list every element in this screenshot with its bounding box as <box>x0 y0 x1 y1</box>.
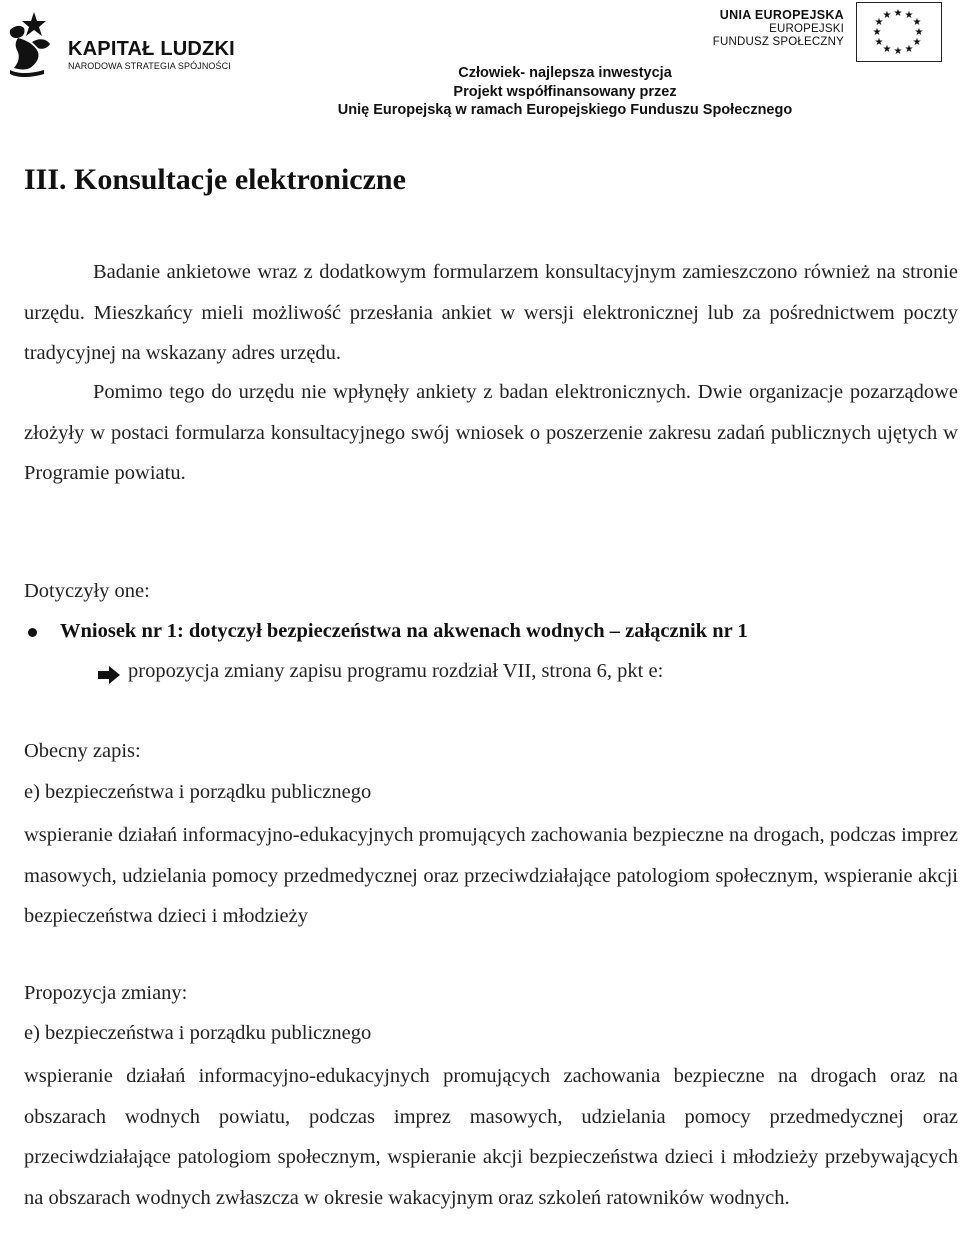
eu-label <box>713 8 844 48</box>
svg-text:★: ★ <box>882 10 892 21</box>
concerned-label: Dotyczyły one: <box>24 580 150 602</box>
svg-text:★: ★ <box>872 27 882 38</box>
kapital-ludzki-subtitle: NARODOWA STRATEGIA SPÓJNOŚCI <box>68 61 231 71</box>
current-entry-label: Obecny zapis: <box>24 740 141 762</box>
svg-text:★: ★ <box>914 27 924 38</box>
section-heading: III. Konsultacje elektroniczne <box>24 163 406 196</box>
arrow-right-icon <box>96 664 122 686</box>
svg-text:★: ★ <box>904 10 914 21</box>
svg-text:★: ★ <box>882 44 892 55</box>
proposal-label: Propozycja zmiany: <box>24 982 188 1004</box>
paragraph-result: Pomimo tego do urzędu nie wpłynęły ankiety z badan elektronicznych. Dwie organizacje pozarządowe złożyły w postaci formularza konsultacyjnego swój wniosek o poszerzenie zakresu zadań publicznych ujętych w Programie powiatu. <box>24 381 958 484</box>
svg-text:★: ★ <box>874 17 884 28</box>
svg-text:★: ★ <box>912 37 922 48</box>
svg-text:★: ★ <box>904 44 914 55</box>
proposal-text: wspieranie działań informacyjno-edukacyjnych promujących zachowania bezpieczne na drogach oraz na obszarach wodnych powiatu, podczas imprez masowych, udzielania pomocy przedmedycznej oraz przeciwdziałające patologiom społecznym, wspieranie akcji bezpieczeństwa dzieci i młodzieży przebywających na obszarach wodnych zwłaszcza w okresie wakacyjnym oraz szkoleń ratowników wodnych. <box>24 1065 958 1209</box>
eu-label-line3: FUNDUSZ SPOŁECZNY <box>712 36 844 48</box>
svg-text:★: ★ <box>893 8 903 19</box>
svg-text:★: ★ <box>912 17 922 28</box>
project-header <box>0 64 960 120</box>
project-header-line3: Unię Europejską w ramach Europejskiego Funduszu Społecznego <box>337 102 793 118</box>
current-entry-item: e) bezpieczeństwa i porządku publicznego <box>24 781 372 803</box>
kapital-ludzki-title: KAPITAŁ LUDZKI <box>68 38 235 60</box>
paragraph-intro: Badanie ankietowe wraz z dodatkowym formularzem konsultacyjnym zamieszczono również na stronie urzędu. Mieszkańcy mieli możliwość przesłania ankiet w wersji elektronicznej lub za pośrednictwem poczty tradycyjnej na wskazany adres urzędu. <box>24 261 958 364</box>
eu-label-line1: UNIA EUROPEJSKA <box>719 8 844 22</box>
eu-label-line2: EUROPEJSKI <box>769 23 844 35</box>
project-header-line2: Projekt współfinansowany przez <box>453 83 677 100</box>
bullet-dot-icon <box>28 628 37 637</box>
request-bullet: Wniosek nr 1: dotyczył bezpieczeństwa na akwenach wodnych – załącznik nr 1 <box>60 620 748 642</box>
current-entry-text: wspieranie działań informacyjno-edukacyjnych promujących zachowania bezpieczne na drogach, podczas imprez masowych, udzielania pomocy przedmedycznej oraz przeciwdziałające patologiom społecznym, wspieranie akcji bezpieczeństwa dzieci i młodzieży <box>24 824 958 927</box>
change-proposal-item: propozycja zmiany zapisu programu rozdział VII, strona 6, pkt e: <box>128 660 664 682</box>
proposal-item: e) bezpieczeństwa i porządku publicznego <box>24 1022 372 1044</box>
svg-text:★: ★ <box>893 46 903 57</box>
eu-flag-icon <box>856 2 942 62</box>
svg-text:★: ★ <box>874 37 884 48</box>
project-header-line1: Człowiek- najlepsza inwestycja <box>458 65 672 81</box>
